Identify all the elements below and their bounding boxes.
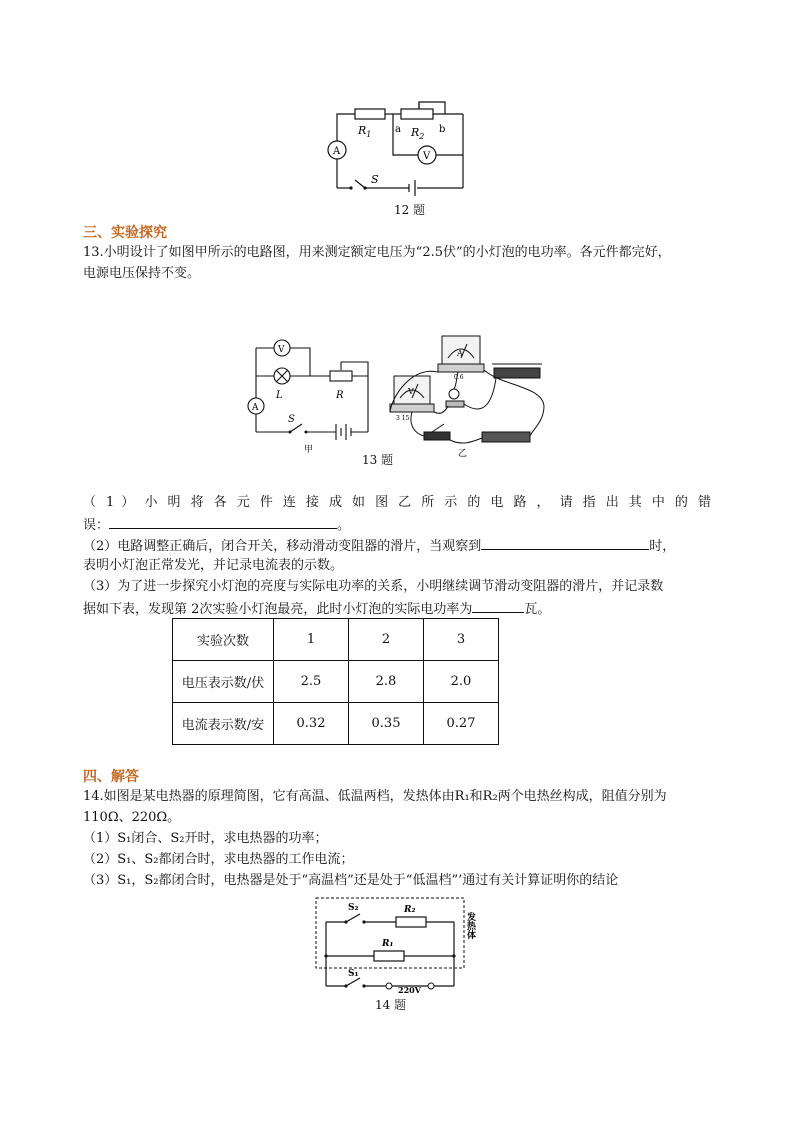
q13-part-2-line-2: 表明小灯泡正常发光，并记录电流表的示数。	[83, 558, 344, 573]
q13-text-line-2: 电源电压保持不变。	[83, 266, 201, 281]
q13-part-1-line-2: 误： 。	[83, 514, 350, 536]
figure-13-caption: 13 题	[362, 453, 394, 467]
q14-part-1: （1）S₁闭合、S₂开时，求电热器的功率；	[83, 831, 328, 846]
table-cell: 电压表示数/伏	[173, 661, 274, 703]
jia-switch-label: S	[288, 414, 295, 425]
figure-13-circuit-jia	[240, 328, 370, 458]
q13-part-2-line-1: （2）电路调整正确后，闭合开关，移动滑动变阻器的滑片，当观察到 时，	[83, 535, 675, 557]
section-3-title: 三、实验探究	[83, 225, 167, 241]
q14-text-line-2: 110Ω、220Ω。	[83, 810, 181, 825]
table-cell: 0.27	[424, 703, 499, 745]
ammeter-symbol: A	[333, 146, 341, 157]
table-cell: 0.32	[274, 703, 349, 745]
jia-label: 甲	[304, 445, 314, 455]
rheostat-label: R	[336, 390, 344, 401]
s2-label: S₂	[348, 903, 359, 913]
q13-part-3-line-1: （3）为了进一步探究小灯泡的亮度与实际电功率的关系，小明继续调节滑动变阻器的滑片，并记录数	[83, 579, 664, 594]
q13-part-1-line-1: （ 1 ） 小 明 将 各 元 件 连 接 成 如 图 乙 所 示 的 电 路 ， 请 指 出 其 中 的 错	[83, 495, 711, 510]
r2-label-14: R₂	[404, 905, 416, 915]
table-row	[173, 703, 499, 745]
heater-label: 发热体	[465, 912, 475, 939]
table-header-cell: 实验次数	[173, 619, 274, 661]
q14-part-3: （3）S₁，S₂都闭合时，电热器是处于“高温档”还是处于“低温档”’通过有关计算证明你的结论	[83, 873, 619, 888]
figure-12-caption: 12 题	[394, 203, 426, 217]
point-b-label: b	[439, 124, 446, 135]
figure-14-circuit	[312, 894, 488, 996]
jia-ammeter-symbol: A	[252, 403, 259, 413]
table-cell: 0.35	[349, 703, 424, 745]
q13-text-line-1: 13.小明设计了如图甲所示的电路图，用来测定额定电压为“2.5伏”的小灯泡的电功率。各元件都完好，	[83, 245, 671, 260]
r1-label-14: R₁	[382, 939, 394, 949]
table-header-row	[173, 619, 499, 661]
ammeter-range-label: 0.6	[454, 374, 464, 381]
s1-label: S₁	[348, 969, 359, 979]
jia-voltmeter-symbol: V	[278, 345, 285, 355]
point-a-label: a	[395, 124, 401, 135]
table-header-cell: 3	[424, 619, 499, 661]
answer-blank-1[interactable]	[109, 514, 337, 529]
table-header-cell: 1	[274, 619, 349, 661]
table-cell: 电流表示数/安	[173, 703, 274, 745]
lamp-label: L	[276, 390, 283, 401]
r2-label: $R_2$	[411, 126, 425, 141]
table-cell: 2.5	[274, 661, 349, 703]
switch-label: S	[371, 173, 379, 186]
q13-part-3-line-2: 据如下表，发现第 2次实验小灯泡最亮，此时小灯泡的实际电功率为 瓦。	[83, 598, 550, 620]
yi-ammeter-symbol: A	[457, 349, 463, 358]
experiment-data-table	[172, 618, 499, 745]
yi-label: 乙	[458, 449, 468, 459]
figure-12-circuit	[315, 98, 475, 218]
section-4-title: 四、解答	[83, 769, 139, 785]
answer-blank-3[interactable]	[472, 598, 524, 613]
figure-13-wiring-yi	[372, 326, 552, 460]
figure-14-caption: 14 题	[375, 998, 407, 1012]
q14-part-2: （2）S₁、S₂都闭合时，求电热器的工作电流；	[83, 852, 354, 867]
table-row	[173, 661, 499, 703]
table-cell: 2.8	[349, 661, 424, 703]
yi-voltmeter-symbol: V	[408, 387, 414, 396]
voltmeter-range-label: 3 15	[396, 415, 410, 422]
voltmeter-symbol: V	[423, 151, 431, 162]
r1-label: $R_1$	[358, 124, 372, 139]
table-cell: 2.0	[424, 661, 499, 703]
table-header-cell: 2	[349, 619, 424, 661]
voltage-label: 220V	[398, 985, 421, 995]
answer-blank-2[interactable]	[481, 535, 649, 550]
q14-text-line-1: 14.如图是某电热器的原理简图，它有高温、低温两档，发热体由R₁和R₂两个电热丝构成，阻值分别为	[83, 789, 667, 804]
